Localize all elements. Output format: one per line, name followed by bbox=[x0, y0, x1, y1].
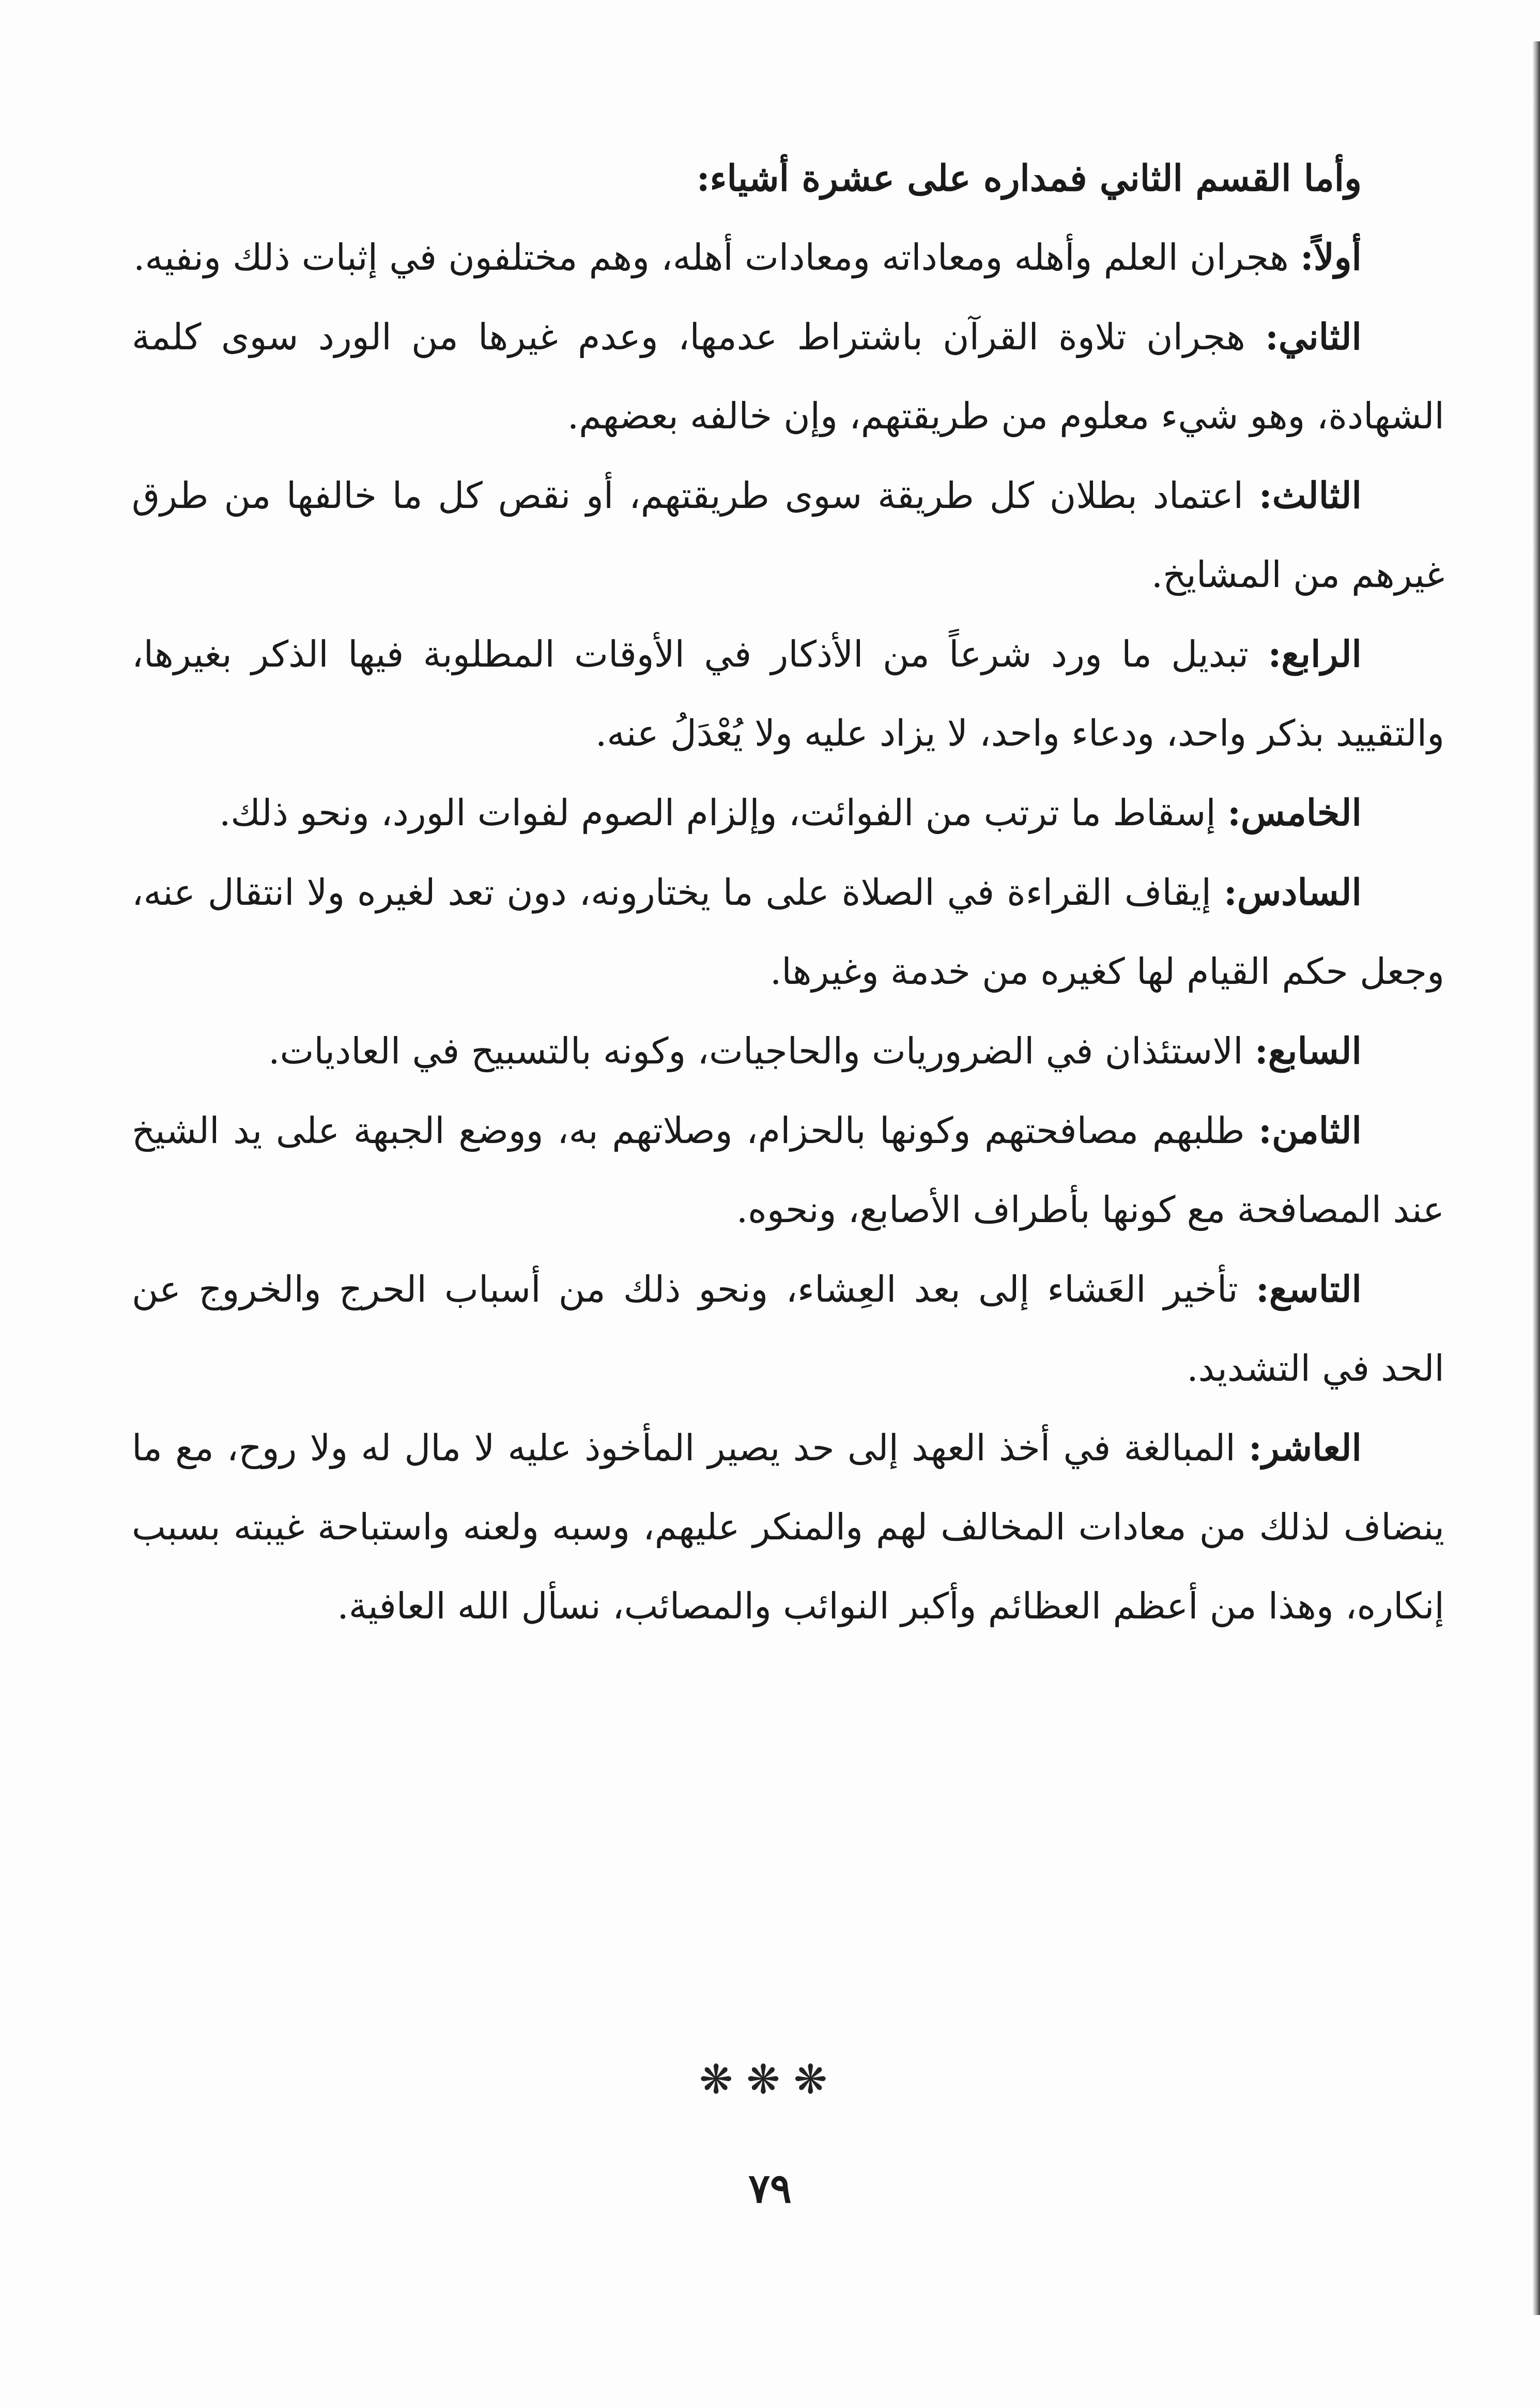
item-label: الرابع: bbox=[1268, 632, 1362, 675]
item-label: السابع: bbox=[1254, 1029, 1362, 1072]
item-label: الثالث: bbox=[1258, 474, 1362, 517]
item-label: السادس: bbox=[1223, 871, 1362, 914]
list-item-4 bbox=[132, 614, 1444, 773]
item-label: الثاني: bbox=[1265, 315, 1362, 358]
item-text: تبديل ما ورد شرعاً من الأذكار في الأوقات المطلوبة فيها الذكر بغيرها، والتقييد بذكر واحد، ودعاء واحد، لا يزاد عليه ولا يُعْدَلُ عنه. bbox=[132, 633, 1444, 754]
list-item-1 bbox=[132, 218, 1444, 297]
page-number: ٧٩ bbox=[748, 2165, 792, 2212]
section-intro: وأما القسم الثاني فمداره على عشرة أشياء: bbox=[696, 157, 1362, 199]
list-item-6 bbox=[132, 853, 1444, 1011]
item-text: هجران العلم وأهله ومعاداته ومعادات أهله، وهم مختلفون في إثبات ذلك ونفيه. bbox=[133, 236, 1300, 279]
item-text: الاستئذان في الضروريات والحاجيات، وكونه بالتسبيح في العاديات. bbox=[268, 1030, 1255, 1072]
item-text: إسقاط ما ترتب من الفوائت، وإلزام الصوم لفوات الورد، ونحو ذلك. bbox=[219, 792, 1228, 834]
section-separator: ❋❋❋ bbox=[699, 2057, 841, 2103]
item-text: اعتماد بطلان كل طريقة سوى طريقتهم، أو نقص كل ما خالفها من طرق غيرهم من المشايخ. bbox=[132, 474, 1444, 596]
list-item-8 bbox=[132, 1091, 1444, 1249]
list-item-2 bbox=[132, 297, 1444, 456]
item-text: طلبهم مصافحتهم وكونها بالحزام، وصلاتهم به، ووضع الجبهة على يد الشيخ عند المصافحة مع كونها بأطراف الأصابع، ونحوه. bbox=[132, 1109, 1444, 1231]
item-text: هجران تلاوة القرآن باشتراط عدمها، وعدم غيرها من الورد سوى كلمة الشهادة، وهو شيء معلوم من طريقتهم، وإن خالفه بعضهم. bbox=[132, 316, 1444, 437]
page-edge-shadow bbox=[1533, 41, 1540, 2315]
list-item-7 bbox=[132, 1011, 1444, 1091]
item-text: إيقاف القراءة في الصلاة على ما يختارونه، دون تعد لغيره ولا انتقال عنه، وجعل حكم القيام لها كغيره من خدمة وغيرها. bbox=[132, 871, 1444, 993]
item-label: الخامس: bbox=[1227, 791, 1362, 834]
item-label: الثامن: bbox=[1258, 1109, 1362, 1152]
item-label: أولاً: bbox=[1300, 236, 1362, 279]
item-label: العاشر: bbox=[1249, 1426, 1362, 1469]
item-text: المبالغة في أخذ العهد إلى حد يصير المأخوذ عليه لا مال له ولا روح، مع ما ينضاف لذلك من معادات المخالف لهم والمنكر عليهم، وسبه ولعنه واستباحة غيبته بسبب إنكاره، وهذا من أعظم العظائم وأكبر النوائب والمصائب، نسأل الله العافية. bbox=[132, 1427, 1444, 1627]
list-item-10 bbox=[132, 1408, 1444, 1646]
list-item-5 bbox=[132, 773, 1444, 853]
item-label: التاسع: bbox=[1256, 1268, 1362, 1310]
item-text: تأخير العَشاء إلى بعد العِشاء، ونحو ذلك من أسباب الحرج والخروج عن الحد في التشديد. bbox=[132, 1268, 1444, 1390]
list-item-3 bbox=[132, 456, 1444, 614]
body-text bbox=[132, 138, 1444, 1646]
list-item-9 bbox=[132, 1249, 1444, 1408]
